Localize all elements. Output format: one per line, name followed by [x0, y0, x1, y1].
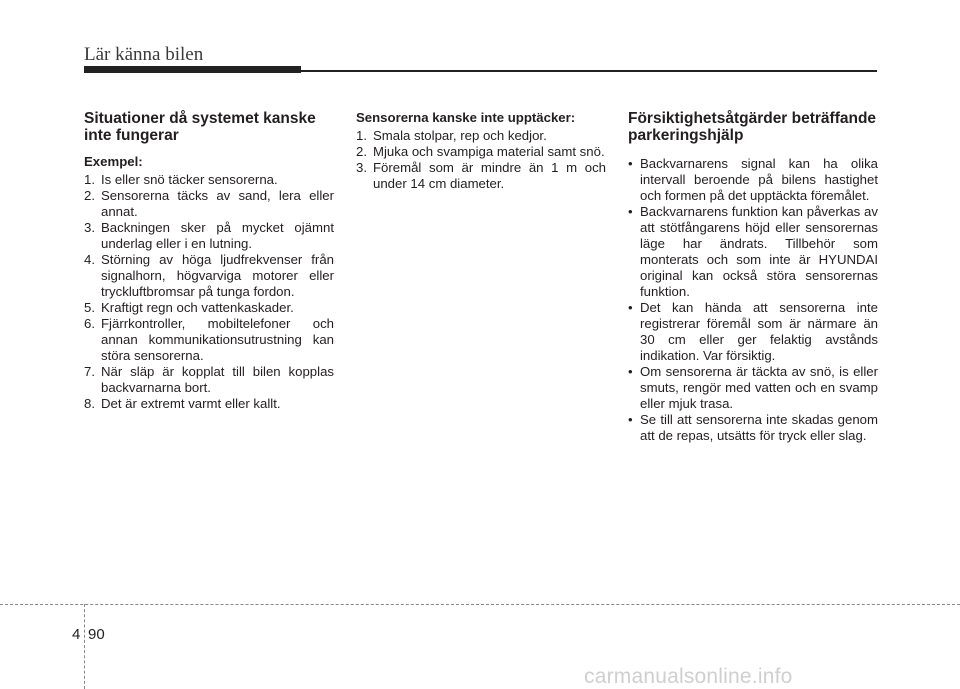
footer-vertical-divider [84, 604, 85, 689]
list-number: 3. [84, 220, 95, 235]
list-item [84, 396, 334, 412]
list-item-text: Backvarnarens signal kan ha olika intervall beroende på bilens hastighet och formen på det upptäckta föremålet. [640, 156, 878, 203]
list-number: 4. [84, 252, 95, 267]
footer-divider [0, 604, 960, 605]
list-item-text: Störning av höga ljudfrekvenser från signalhorn, högvarviga motorer eller tryckluftbromsar på tunga fordon. [101, 252, 334, 299]
list-item [356, 144, 606, 160]
list-item [84, 172, 334, 188]
list-number: 2. [356, 144, 367, 159]
list-item-text: Se till att sensorerna inte skadas genom att de repas, utsätts för tryck eller slag. [640, 412, 878, 443]
header-rule-thick [84, 66, 301, 73]
header-rule-thin [301, 70, 877, 72]
list-item [628, 412, 878, 444]
list-item-text: Backningen sker på mycket ojämnt underlag eller i en lutning. [101, 220, 334, 251]
list-number: 3. [356, 160, 367, 175]
list-number: 2. [84, 188, 95, 203]
watermark: carmanualsonline.info [584, 665, 793, 688]
list-item-text: Is eller snö täcker sensorerna. [101, 172, 278, 187]
list-item-text: Fjärrkontroller, mobiltelefoner och annan kommunikationsutrustning kan störa sensorerna. [101, 316, 334, 363]
list-item [356, 128, 606, 144]
list-number: 5. [84, 300, 95, 315]
list-number: 7. [84, 364, 95, 379]
list-item [628, 300, 878, 364]
list-item [84, 220, 334, 252]
list-item-text: Det kan hända att sensorerna inte registrerar föremål som är närmare än 30 cm eller ger felaktig avstånds indikation. Var försiktig. [640, 300, 878, 363]
list-item-text: Smala stolpar, rep och kedjor. [373, 128, 547, 143]
bullet-icon: • [628, 412, 633, 427]
list-item-text: Om sensorerna är täckta av snö, is eller smuts, rengör med vatten och en svamp eller mjuk trasa. [640, 364, 878, 411]
examples-label: Exempel: [84, 154, 143, 169]
list-item-text: Backvarnarens funktion kan påverkas av att stötfångarens höjd eller sensorernas läge har ändrats. Tillbehör som monterats och som inte är HYUNDAI original kan också störa sensorernas funktion. [640, 204, 878, 299]
list-item [628, 364, 878, 412]
list-item-text: Sensorerna täcks av sand, lera eller annat. [101, 188, 334, 219]
section-heading-precautions: Försiktighetsåtgärder beträffande parkeringshjälp [628, 110, 877, 144]
section-heading-situations: Situationer då systemet kanske inte fungerar [84, 110, 316, 144]
list-number: 6. [84, 316, 95, 331]
list-number: 1. [356, 128, 367, 143]
list-item-text: Föremål som är mindre än 1 m och under 14 cm diameter. [373, 160, 606, 191]
list-item [84, 316, 334, 364]
list-item-text: Mjuka och svampiga material samt snö. [373, 144, 605, 159]
list-item [84, 300, 334, 316]
bullet-icon: • [628, 364, 633, 379]
list-number: 1. [84, 172, 95, 187]
not-detected-list [356, 128, 606, 192]
precautions-list [628, 156, 878, 444]
not-detected-label: Sensorerna kanske inte upptäcker: [356, 110, 576, 125]
list-item [628, 156, 878, 204]
examples-list [84, 172, 334, 412]
column-not-detected [356, 110, 606, 192]
list-item [84, 364, 334, 396]
list-item [84, 188, 334, 220]
page-header-title: Lär känna bilen [84, 44, 204, 65]
column-precautions [628, 110, 878, 444]
page-number: 90 [88, 626, 105, 643]
list-item-text: När släp är kopplat till bilen kopplas backvarnarna bort. [101, 364, 334, 395]
list-item [356, 160, 606, 192]
chapter-number: 4 [72, 626, 81, 643]
bullet-icon: • [628, 204, 633, 219]
list-item-text: Kraftigt regn och vattenkaskader. [101, 300, 294, 315]
bullet-icon: • [628, 300, 633, 315]
list-item-text: Det är extremt varmt eller kallt. [101, 396, 281, 411]
column-situations [84, 110, 334, 412]
list-number: 8. [84, 396, 95, 411]
list-item [628, 204, 878, 300]
list-item [84, 252, 334, 300]
bullet-icon: • [628, 156, 633, 171]
